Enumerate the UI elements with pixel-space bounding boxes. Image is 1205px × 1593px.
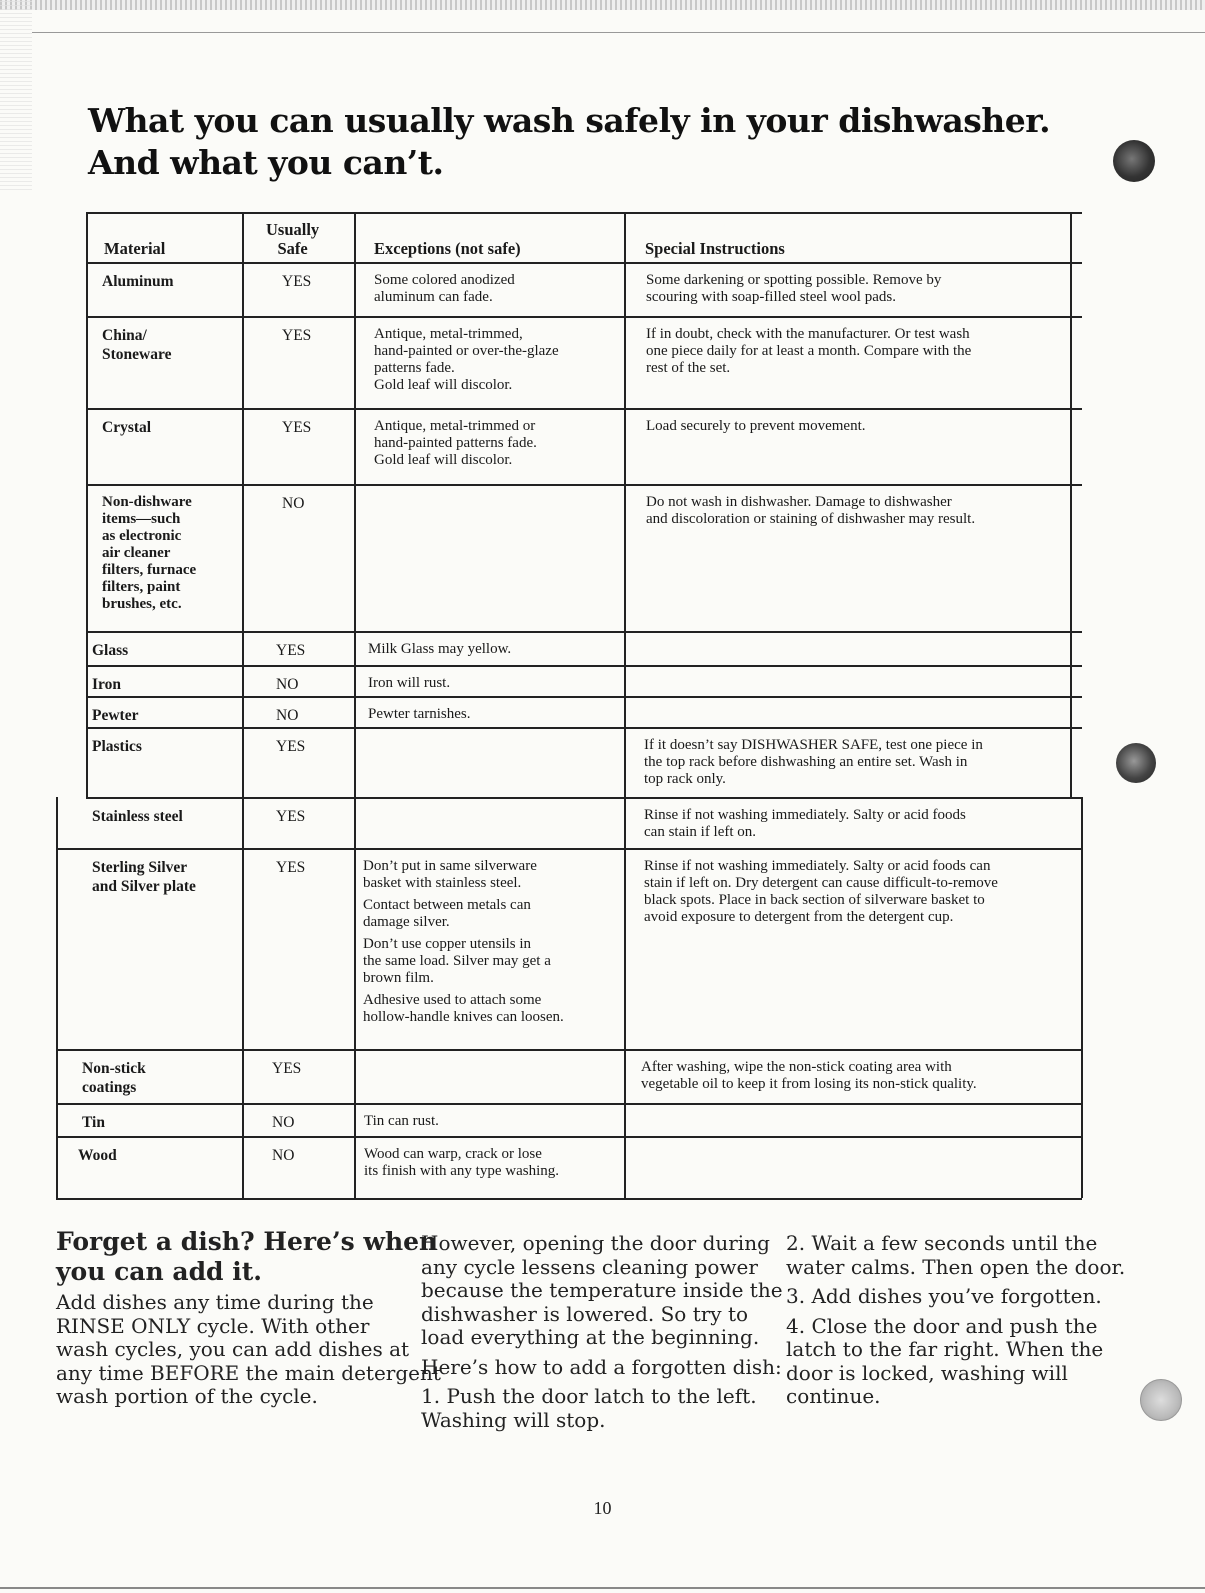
table-cell-special-instructions: Load securely to prevent movement. — [646, 418, 866, 434]
table-column-divider — [354, 212, 356, 1198]
table-cell-exceptions: Pewter tarnishes. — [368, 706, 471, 722]
table-cell-material: Crystal — [102, 419, 152, 436]
table-cell-material: Tin — [82, 1114, 105, 1131]
table-row-divider — [86, 665, 1082, 667]
title-line-1: What you can usually wash safely in your dishwasher. — [88, 101, 1051, 140]
table-cell-special-instructions: If in doubt, check with the manufacturer. Or test wash one piece daily for at least a month. Compare with the rest of the set. — [646, 326, 972, 376]
table-row-divider — [86, 631, 1082, 633]
table-row-divider — [56, 1198, 1082, 1200]
table-cell-material: Aluminum — [102, 273, 174, 290]
forgot-dish-step: 4. Close the door and push the latch to the far right. When the door is locked, washing will continue. — [786, 1313, 1104, 1408]
scan-top-edge — [0, 0, 1205, 10]
table-row-divider — [56, 1136, 1082, 1138]
table-row-divider — [56, 1049, 1082, 1051]
table-cell-exceptions: Tin can rust. — [364, 1113, 439, 1129]
table-row-divider — [56, 1103, 1082, 1105]
table-row-divider — [86, 484, 1082, 486]
table-cell-exceptions: Iron will rust. — [368, 675, 451, 691]
table-cell-material: China/ Stoneware — [102, 327, 172, 363]
table-cell-special-instructions: Rinse if not washing immediately. Salty or acid foods can stain if left on. — [644, 807, 966, 840]
dishwasher-safety-table — [56, 212, 1082, 1198]
table-cell-material: Pewter — [92, 707, 139, 724]
table-column-divider — [242, 212, 244, 1198]
forgot-dish-step: 2. Wait a few seconds until the water calms. Then open the door. — [786, 1231, 1126, 1279]
table-cell-usually-safe: YES — [276, 738, 306, 755]
table-cell-usually-safe: NO — [272, 1114, 295, 1131]
binder-hole-icon — [1140, 1379, 1182, 1421]
table-cell-usually-safe: NO — [276, 676, 299, 693]
table-cell-usually-safe: YES — [276, 859, 306, 876]
header-special-instructions: Special Instructions — [645, 239, 785, 258]
table-column-divider — [56, 797, 58, 1198]
table-cell-usually-safe: YES — [272, 1060, 302, 1077]
table-column-divider — [86, 212, 88, 797]
table-cell-usually-safe: YES — [282, 273, 312, 290]
table-cell-special-instructions: Rinse if not washing immediately. Salty or acid foods can stain if left on. Dry detergent can cause difficult-to-remove black spots. Place in back section of silverware basket to avoid exposure to detergent from the detergent cup. — [644, 858, 998, 925]
scan-bottom-edge — [0, 1587, 1205, 1589]
table-cell-material: Non-dishware items—such as electronic air cleaner filters, furnace filters, paint brushes, etc. — [102, 494, 197, 612]
forgot-dish-intro: Add dishes any time during the RINSE ONLY cycle. With other wash cycles, you can add dishes at any time BEFORE the main detergent wash portion of the cycle. — [56, 1290, 441, 1408]
table-cell-exceptions: Wood can warp, crack or lose its finish with any type washing. — [364, 1146, 559, 1179]
forgot-dish-heading: Forget a dish? Here’s when you can add it. — [56, 1227, 438, 1286]
forgot-dish-step: 1. Push the door latch to the left. Washing will stop. — [421, 1384, 757, 1432]
header-exceptions: Exceptions (not safe) — [374, 239, 521, 258]
table-row-divider — [86, 408, 1082, 410]
table-cell-usually-safe: YES — [282, 419, 312, 436]
table-cell-usually-safe: NO — [272, 1147, 295, 1164]
page-title — [88, 100, 1050, 184]
table-cell-material: Iron — [92, 676, 122, 693]
table-cell-material: Plastics — [92, 738, 142, 755]
table-row-divider — [86, 696, 1082, 698]
table-cell-special-instructions: If it doesn’t say DISHWASHER SAFE, test one piece in the top rack before dishwashing an entire set. Wash in top rack only. — [644, 737, 983, 787]
table-cell-exceptions: Don’t put in same silverware basket with stainless steel. Contact between metals can damage silver. Don’t use copper utensils in the same load. Silver may get a brown film. Adhesive used to attach some hollow-handle knives can loosen. — [363, 858, 564, 1025]
table-cell-usually-safe: YES — [282, 327, 312, 344]
forgot-dish-paragraph: However, opening the door during any cycle lessens cleaning power because the temperature inside the dishwasher is lowered. So try to load everything at the beginning. — [421, 1231, 783, 1349]
table-row-divider — [86, 262, 1082, 264]
table-row-divider — [86, 727, 1082, 729]
table-cell-material: Glass — [92, 642, 129, 659]
forgot-dish-paragraph: Here’s how to add a forgotten dish: — [421, 1354, 782, 1379]
title-line-2: And what you can’t. — [88, 143, 444, 182]
table-cell-material: Wood — [78, 1147, 117, 1164]
table-column-divider — [624, 212, 626, 1198]
binder-hole-icon — [1113, 140, 1155, 182]
table-cell-usually-safe: NO — [282, 495, 305, 512]
table-cell-special-instructions: After washing, wipe the non-stick coating area with vegetable oil to keep it from losing its non-stick quality. — [641, 1059, 977, 1092]
table-column-divider — [1081, 797, 1083, 1198]
table-cell-usually-safe: NO — [276, 707, 299, 724]
top-divider — [32, 32, 1205, 33]
table-cell-usually-safe: YES — [276, 808, 306, 825]
table-cell-special-instructions: Some darkening or spotting possible. Remove by scouring with soap-filled steel wool pads. — [646, 272, 942, 305]
table-cell-exceptions: Antique, metal-trimmed, hand-painted or over-the-glaze patterns fade. Gold leaf will discolor. — [374, 326, 559, 393]
table-row-divider — [86, 797, 1082, 799]
forgot-dish-column-3 — [786, 1231, 1126, 1415]
table-cell-usually-safe: YES — [276, 642, 306, 659]
table-cell-material: Sterling Silver and Silver plate — [92, 859, 196, 895]
binder-hole-icon — [1116, 743, 1156, 783]
header-usually-safe: Usually Safe — [266, 220, 320, 258]
forgot-dish-column-1 — [56, 1227, 441, 1415]
table-cell-material: Stainless steel — [92, 808, 183, 825]
table-cell-material: Non-stick coatings — [82, 1060, 146, 1096]
table-cell-exceptions: Antique, metal-trimmed or hand-painted patterns fade. Gold leaf will discolor. — [374, 418, 537, 468]
table-row-divider — [56, 848, 1082, 850]
table-cell-exceptions: Milk Glass may yellow. — [368, 641, 512, 657]
table-row-divider — [86, 212, 1082, 214]
table-cell-special-instructions: Do not wash in dishwasher. Damage to dishwasher and discoloration or staining of dishwasher may result. — [646, 494, 976, 527]
forgot-dish-step: 3. Add dishes you’ve forgotten. — [786, 1284, 1102, 1308]
table-column-divider — [1070, 212, 1072, 797]
table-cell-exceptions: Some colored anodized aluminum can fade. — [374, 272, 515, 305]
header-material: Material — [104, 239, 166, 258]
forgot-dish-column-2 — [421, 1231, 783, 1438]
page-number: 10 — [593, 1498, 612, 1518]
table-row-divider — [86, 316, 1082, 318]
scan-left-edge — [0, 0, 32, 190]
